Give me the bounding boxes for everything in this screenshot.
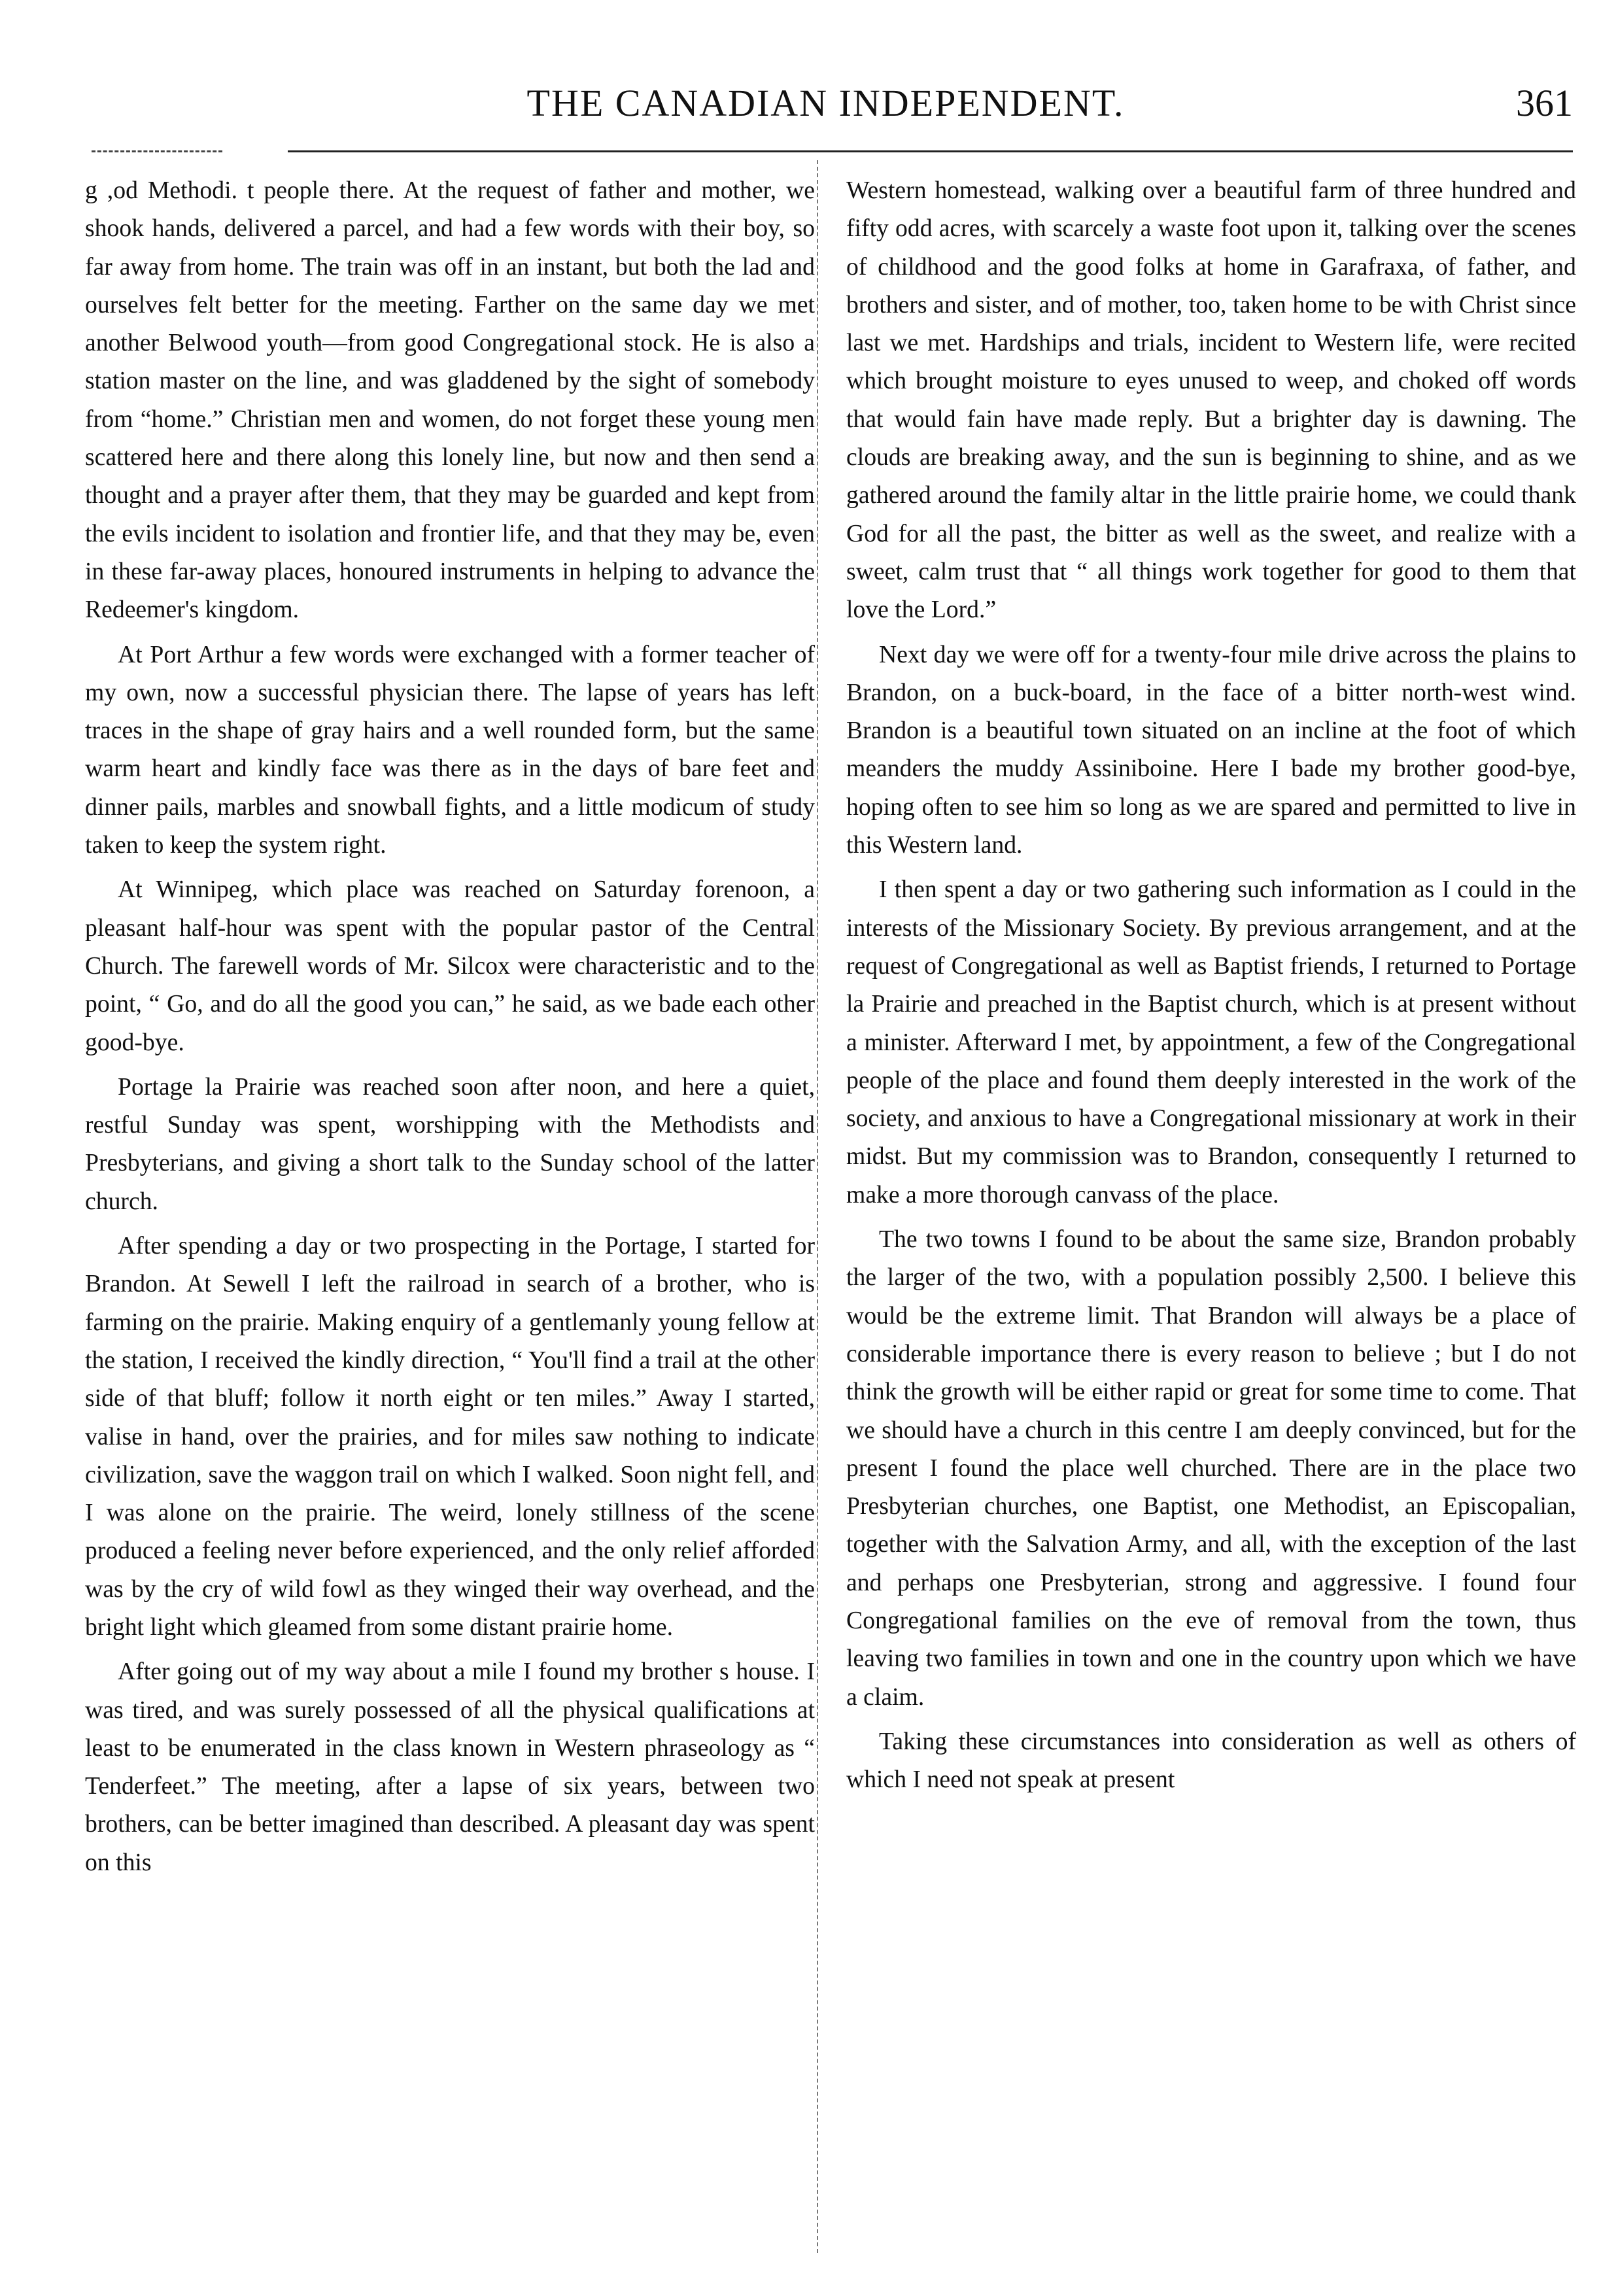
- paragraph: The two towns I found to be about the same size, Brandon probably the larger of the two, with a population possibly 2,500. I believe this would be the extreme limit. That Brandon will always be a place of considerable importance there is every reason to believe ; but I do not think the growth will be either rapid or great for some time to come. That we should have a church in this centre I am deeply convinced, but for the present I found the place well churched. There are in the place two Presbyterian churches, one Baptist, one Methodist, an Episcopalian, together with the Salvation Army, and all, with the exception of the last and perhaps one Presbyterian, strong and aggressive. I found four Congregational families on the eve of removal from the town, thus leaving two families in town and one in the country upon which we have a claim.: [846, 1225, 1576, 1711]
- paragraph: After spending a day or two prospecting in the Portage, I started for Brandon. At Sewell I left the railroad in search of a brother, who is farming on the prairie. Making enquiry of a gentlemanly young fellow at the station, I received the kindly direction, “ You'll find a trail at the other side of that bluff; follow it north eight or ten miles.” Away I started, valise in hand, over the prairies, and for miles saw nothing to indicate civilization, save the waggon trail on which I walked. Soon night fell, and I was alone on the prairie. The weird, lonely stillness of the scene produced a feeling never before experienced, and the only relief afforded was by the cry of wild fowl as they winged their way overhead, and the bright light which gleamed from some distant prairie home.: [85, 1232, 815, 1641]
- paragraph: Portage la Prairie was reached soon after noon, and here a quiet, restful Sunday was spent, worshipping with the Methodists and Presbyterians, and giving a short talk to the Sunday school of the latter church.: [85, 1072, 815, 1215]
- paragraph: Western homestead, walking over a beautiful farm of three hundred and fifty odd acres, with scarcely a waste foot upon it, talking over the scenes of childhood and the good folks at home in Garafraxa, of father, and brothers and sister, and of mother, too, taken home to be with Christ since last we met. Hardships and trials, incident to Western life, were recited which brought moisture to eyes unused to weep, and choked off words that would fain have made reply. But a brighter day is dawning. The clouds are breaking away, and the sun is beginning to shine, and as we gathered around the family altar in the little prairie home, we could thank God for all the past, the bitter as well as the sweet, and realize with a sweet, calm trust that “ all things work together for good to them that love the Lord.”: [846, 177, 1576, 624]
- journal-title: THE CANADIAN INDEPENDENT.: [526, 82, 1125, 124]
- paragraph: Taking these circumstances into consideration as well as others of which I need not speak at present: [846, 1727, 1576, 1794]
- paragraph: At Port Arthur a few words were exchanged with a former teacher of my own, now a successful physician there. The lapse of years has left traces in the shape of gray hairs and a well rounded form, but the same warm heart and kindly face was there as in the days of bare feet and dinner pails, marbles and snowball fights, and a little modicum of study taken to keep the system right.: [85, 640, 815, 859]
- header-rule: [288, 150, 1573, 152]
- paragraph: At Winnipeg, which place was reached on Saturday forenoon, a pleasant half-hour was spent with the popular pastor of the Central Church. The farewell words of Mr. Silcox were characteristic and to the point, “ Go, and do all the good you can,” he said, as we bade each other good-bye.: [85, 876, 815, 1056]
- right-column: [846, 171, 1576, 1798]
- page-number: 361: [1516, 82, 1573, 124]
- column-divider: [817, 160, 818, 2253]
- paragraph: After going out of my way about a mile I found my brother s house. I was tired, and was surely possessed of all the physical qualifications at least to be enumerated in the class known in Western phraseology as “ Tenderfeet.” The meeting, after a lapse of six years, between two brothers, can be better imagined than described. A pleasant day was spent on this: [85, 1658, 815, 1876]
- running-head: [78, 77, 1573, 129]
- paragraph: Next day we were off for a twenty-four mile drive across the plains to Brandon, on a buck-board, in the face of a bitter north-west wind. Brandon is a beautiful town situated on an incline at the foot of which meanders the muddy Assiniboine. Here I bade my brother good-bye, hoping often to see him so long as we are spared and permitted to live in this Western land.: [846, 640, 1576, 859]
- header-dash-rule: [92, 150, 222, 152]
- paragraph: I then spent a day or two gathering such information as I could in the interests of the Missionary Society. By previous arrangement, and at the request of Congregational as well as Baptist friends, I returned to Portage la Prairie and preached in the Baptist church, which is at present without a minister. Afterward I met, by appointment, a few of the Congregational people of the place and found them deeply interested in the work of the society, and anxious to have a Congregational missionary at work in their midst. But my commission was to Brandon, consequently I returned to make a more thorough canvass of the place.: [846, 876, 1576, 1208]
- left-column: [85, 171, 815, 1881]
- paragraph: g ,od Methodi. t people there. At the request of father and mother, we shook hands, delivered a parcel, and had a few words with their boy, so far away from home. The train was off in an instant, but both the lad and ourselves felt better for the meeting. Farther on the same day we met another Belwood youth—from good Congregational stock. He is also a station master on the line, and was gladdened by the sight of somebody from “home.” Christian men and women, do not forget these young men scattered here and there along this lonely line, but now and then send a thought and a prayer after them, that they may be guarded and kept from the evils incident to isolation and frontier life, and that they may be, even in these far-away places, honoured instruments in helping to advance the Redeemer's kingdom.: [85, 177, 815, 624]
